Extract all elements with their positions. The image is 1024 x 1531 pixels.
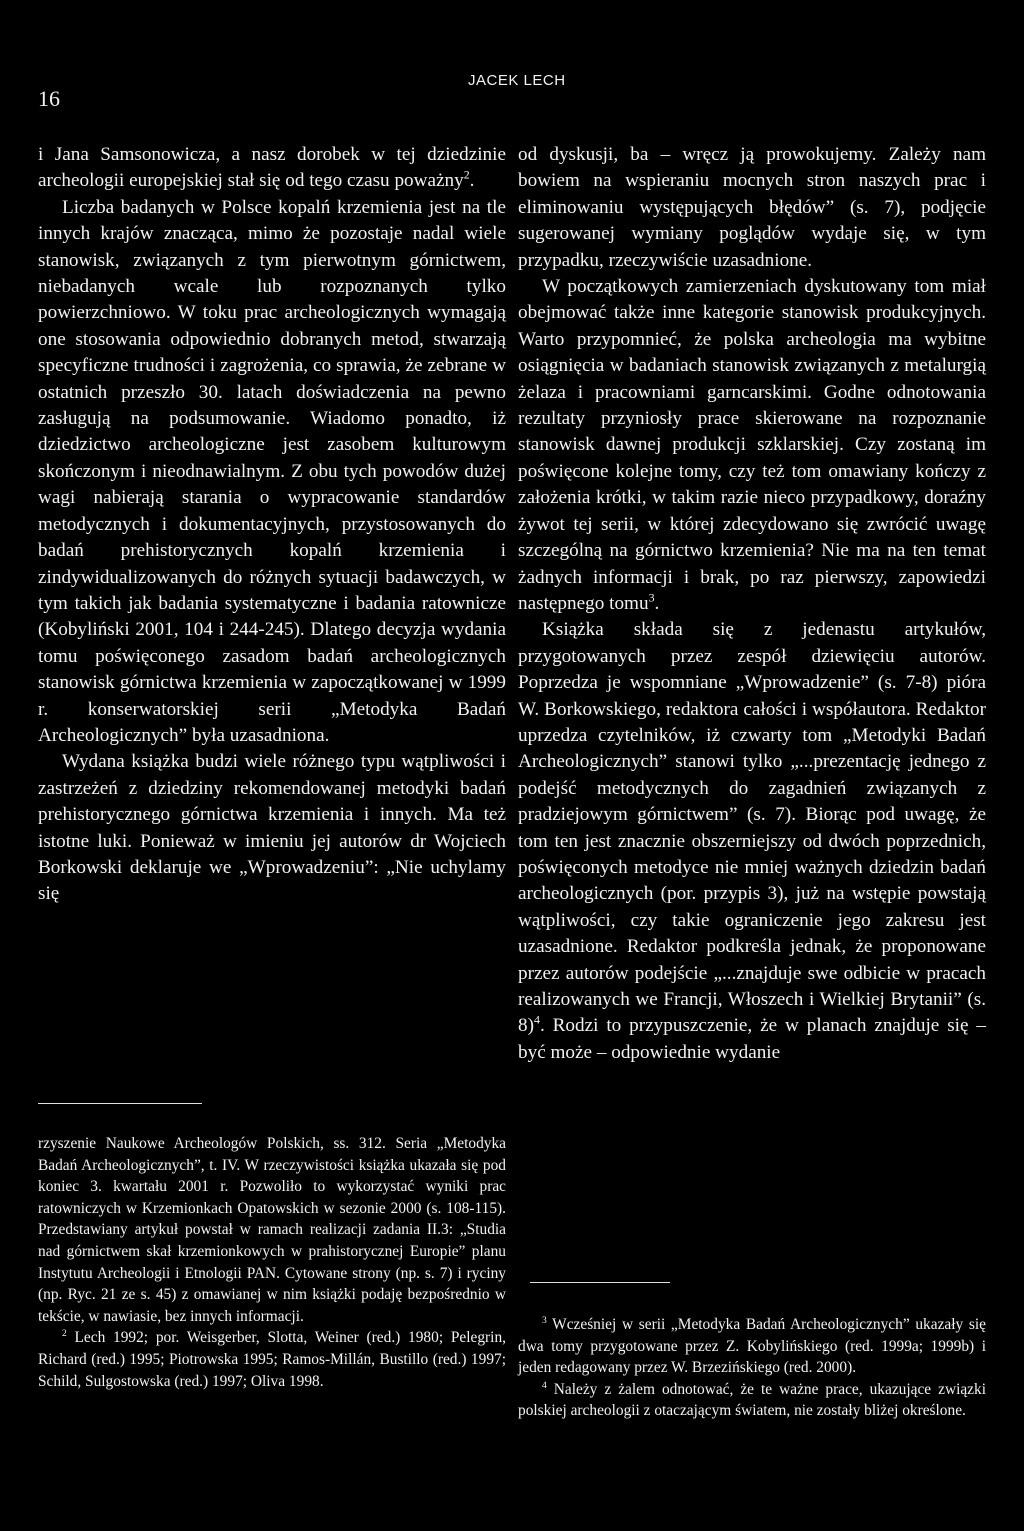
page-number: 16 [38,86,60,111]
footnote-marker: 3 [542,1314,547,1326]
paragraph-text: Książka składa się z jedenastu artykułów, przygotowanych przez zespół dziewięciu autorów. Poprzedza je wspomniane „Wprowadzenie” (s. 7-8) pióra W. Borkowskiego, redaktora całości i współautora. Redaktor uprzedza czytelników, iż czwarty tom „Metodyki Badań Archeologicznych” stanowi tylko „...prezentację jednego z podejść metodycznych do zagadnień związanych z pradziejowym górnictwem” (s. 7). Biorąc pod uwagę, że tom ten jest znacznie obszerniejszy od dwóch poprzednich, poświęconych metodyce nie mniej ważnych dziedzin badań archeologicznych (por. przypis 3), już na wstępie powstają wątpliwości, czy takie ograniczenie jego zakresu jest uzasadnione. Redaktor podkreśla jednak, że proponowane przez autorów podejście „...znajduje swe odbicie w pracach realizowanych we Francji, Włoszech i Wielkiej Brytanii” (s. 8) [518,619,986,1037]
paragraph [518,274,986,617]
footnote [38,1327,506,1392]
footnote-ref: 2 [463,168,470,183]
footnote-text: Wcześniej w serii „Metodyka Badań Archeologicznych” ukazały się dwa tomy przygotowane przez Z. Kobylińskiego (red. 1999a; 1999b) i jeden redagowany przez W. Brzezińskiego (red. 2000). [518,1316,986,1377]
footnote [518,1379,986,1422]
paragraph-text: W początkowych zamierzeniach dyskutowany tom miał obejmować także inne kategorie stanowisk produkcyjnych. Warto przypomnieć, że polska archeologia ma wybitne osiągnięcia w badaniach stanowisk związanych z metalurgią żelaza i pracowniami garncarskimi. Godne odnotowania rezultaty przyniosły prace skierowane na rozpoznanie stanowisk dawnej produkcji szklarskiej. Czy zostaną im poświęcone kolejne tomy, czy też tom omawiany kończy z założenia krótki, w takim razie nieco przypadkowy, doraźny żywot tej serii, w której zdecydowano się zwrócić uwagę szczególną na górnictwo krzemienia? Nie ma na ten temat żadnych informacji i brak, po raz pierwszy, zapowiedzi następnego tomu [518,276,986,614]
paragraph-tail: . [469,170,475,192]
paragraph [518,142,986,274]
paragraph-tail: . [654,592,660,614]
footnote [518,1314,986,1379]
footnote-marker: 4 [542,1379,547,1391]
paragraph [38,749,506,907]
footnote-text: rzyszenie Naukowe Archeologów Polskich, ss. 312. Seria „Metodyka Badań Archeologicznych”, t. IV. W rzeczywistości książka ukazała się pod koniec 3. kwartału 2001 r. Pozwoliło to wykorzystać wyniki prac ratowniczych w Krzemionkach Opatowskich w sezonie 2000 (s. 108-115). Przedstawiany artykuł powstał w ramach realizacji zadania II.3: „Studia nad górnictwem skał krzemionkowych w prahistorycznej Europie” planu Instytutu Archeologii i Etnologii PAN. Cytowane strony (np. s. 7) i ryciny (np. Ryc. 21 ze s. 45) z omawianej w nim książki podaję bezpośrednio w tekście, w nawiasie, bez innych informacji. [38,1135,506,1325]
paragraph-text: Liczba badanych w Polsce kopalń krzemienia jest na tle innych krajów znacząca, mimo że pozostaje nadal wiele stanowisk, związanych z tym pierwotnym górnictwem, niebadanych wcale lub rozpoznanych tylko powierzchniowo. W toku prac archeologicznych wymagają one stosowania odpowiednio dobranych metod, stwarzają specyficzne trudności i zagrożenia, co sprawia, że zebrane w ostatnich przeszło 30. latach doświadczenia na pewno zasługują na podsumowanie. Wiadomo ponadto, iż dziedzictwo archeologiczne jest zasobem kulturowym skończonym i nieodnawialnym. Z obu tych powodów dużej wagi nabierają starania o wypracowanie standardów metodycznych i dokumentacyjnych, przystosowanych do badań prehistorycznych kopalń krzemienia i zindywidualizowanych do różnych sytuacji badawczych, w tym takich jak badania systematyczne i badania ratownicze (Kobyliński 2001, 104 i 244-245). Dlatego decyzja wydania tomu poświęconego zasadom badań archeologicznych stanowisk górnictwa krzemienia w zapoczątkowanej w 1999 r. konserwatorskiej serii „Metodyka Badań Archeologicznych” była uzasadniona. [38,196,506,746]
footnote-separator [530,1282,670,1283]
left-footnotes [38,1133,506,1392]
paragraph-text: od dyskusji, ba – wręcz ją prowokujemy. Zależy nam bowiem na wspieraniu mocnych stron naszych prac i eliminowaniu występujących błędów” (s. 7), podjęcie sugerowanej wymiany poglądów wydaje się, w tym przypadku, rzeczywiście uzasadnione. [518,144,986,271]
paragraph [38,142,506,195]
left-column [38,142,506,908]
running-head: JACEK LECH [468,72,566,89]
footnote-ref: 3 [648,590,655,605]
footnote-separator [38,1103,202,1104]
paragraph [38,195,506,750]
footnote-marker: 2 [62,1328,67,1340]
paragraph [518,617,986,1066]
footnote-text: Lech 1992; por. Weisgerber, Slotta, Weiner (red.) 1980; Pelegrin, Richard (red.) 1995; Piotrowska 1995; Ramos-Millán, Bustillo (red.) 1997; Schild, Sulgostowska (red.) 1997; Oliva 1998. [38,1329,506,1390]
footnote-text: Należy z żalem odnotować, że te ważne prace, ukazujące związki polskiej archeologii z otaczającym światem, nie zostały bliżej określone. [518,1380,986,1420]
right-footnotes [518,1314,986,1422]
paragraph-text: i Jana Samsonowicza, a nasz dorobek w tej dziedzinie archeologii europejskiej stał się od tego czasu poważny [38,144,506,192]
right-column [518,142,986,1066]
paragraph-text: Wydana książka budzi wiele różnego typu wątpliwości i zastrzeżeń z dziedziny rekomendowanej metodyki badań prehistorycznego górnictwa krzemienia i innych. Ma też istotne luki. Ponieważ w imieniu jej autorów dr Wojciech Borkowski deklaruje we „Wprowadzeniu”: „Nie uchylamy się [38,751,506,905]
footnote [38,1133,506,1327]
paragraph-tail: . Rodzi to przypuszczenie, że w planach znajduje się – być może – odpowiednie wydanie [518,1015,986,1063]
footnote-ref: 4 [533,1013,540,1028]
